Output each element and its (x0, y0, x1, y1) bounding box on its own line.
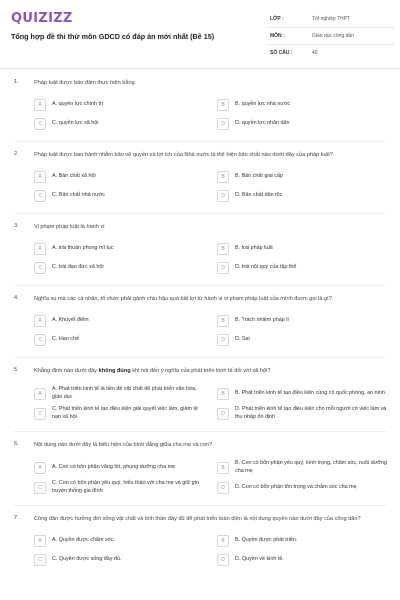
option-text: C. quyền lực xã hội (52, 120, 99, 127)
meta-value: Tốt nghiệp THPT (312, 16, 350, 22)
meta-value: Giáo dục công dân (312, 33, 354, 39)
option-text: B. quyền lực nhà nước (235, 101, 291, 108)
answer-options (34, 386, 390, 421)
option-text: A. Khuyết điểm (52, 317, 89, 324)
option-letter-box: D (217, 482, 229, 494)
answer-option[interactable] (34, 553, 207, 567)
option-letter-box: A (34, 99, 46, 111)
option-text: B. trái pháp luật (235, 245, 273, 252)
question-list (0, 78, 400, 567)
option-letter-box: A (34, 462, 46, 474)
question-divider (14, 505, 386, 506)
question-text: Vi phạm pháp luật là hành vi (34, 224, 105, 230)
meta-row-count (268, 45, 394, 61)
answer-option[interactable] (34, 314, 207, 328)
question-block (0, 366, 400, 421)
question-number: 5. (14, 367, 19, 373)
answer-options (34, 98, 390, 131)
answer-option[interactable] (34, 98, 207, 112)
question-text: Pháp luật được ban hành nhằm bảo vệ quyền và lợi ích của Nhà nước là thể hiện bản chất nào dưới đây của pháp luật? (34, 152, 333, 158)
answer-option[interactable] (217, 117, 390, 131)
question-divider (14, 213, 386, 214)
option-letter-box: A (34, 243, 46, 255)
option-text: C. Con có bổn phận yêu quý, hiếu thảo với cha mẹ và giữ gìn truyền thống gia đình (52, 480, 200, 494)
question-divider (14, 285, 386, 286)
option-letter-box: C (34, 334, 46, 346)
answer-option[interactable] (217, 242, 390, 256)
option-letter-box: D (217, 408, 229, 420)
option-letter-box: C (34, 482, 46, 494)
question-number: 2. (14, 151, 19, 157)
question-block (0, 514, 400, 567)
option-text: D. Sai (235, 336, 250, 343)
question-number: 1. (14, 79, 19, 85)
question-divider (14, 431, 386, 432)
option-letter-box: B (217, 315, 229, 327)
question-text (34, 366, 390, 375)
question-header (14, 440, 390, 454)
option-letter-box: C (34, 554, 46, 566)
question-block (0, 222, 400, 275)
option-letter-box: A (34, 388, 46, 400)
option-letter-box: D (217, 334, 229, 346)
answer-option[interactable] (34, 406, 207, 421)
question-header (14, 514, 390, 528)
option-text: B. Phát triển kinh tế tạo điều kiện củng cố quốc phòng, an ninh (235, 389, 385, 396)
question-header (14, 222, 390, 236)
answer-option[interactable] (217, 534, 390, 548)
option-text: D. quyền lực nhân dân (235, 120, 290, 127)
option-text: D. trái nội quy của tập thể (235, 264, 297, 271)
option-letter-box: D (217, 262, 229, 274)
answer-option[interactable] (217, 480, 390, 495)
answer-option[interactable] (217, 553, 390, 567)
option-letter-box: B (217, 99, 229, 111)
question-divider (14, 357, 386, 358)
option-letter-box: B (217, 243, 229, 255)
option-text: B. Quyền được phát triển. (235, 537, 298, 544)
answer-option[interactable] (34, 170, 207, 184)
option-text: B. Trách nhiệm pháp lí (235, 317, 289, 324)
answer-option[interactable] (34, 261, 207, 275)
option-letter-box: C (34, 262, 46, 274)
option-text: D. Quyền về kinh tế. (235, 556, 284, 563)
page-header (0, 0, 400, 64)
option-text: B. Bản chất giai cấp (235, 173, 283, 180)
question-divider (14, 141, 386, 142)
option-letter-box: C (34, 408, 46, 420)
option-letter-box: D (217, 554, 229, 566)
option-text: C. Quyền được sống đầy đủ. (52, 556, 122, 563)
meta-label: MÔN : (270, 33, 285, 39)
question-block (0, 150, 400, 203)
question-text: Nội dung nào dưới đây là biểu hiện của bình đẳng giữa cha mẹ và con? (34, 442, 213, 448)
question-number: 6. (14, 441, 19, 447)
question-header (14, 150, 390, 164)
option-text: A. trái thuần phong mĩ tục (52, 245, 114, 252)
question-block (0, 78, 400, 131)
question-text: Công dân được hưởng đời sống vật chất và tinh thần đầy đủ để phát triển toàn diện là nội dung quyền nào dưới đây của công dân? (34, 516, 361, 522)
answer-option[interactable] (34, 117, 207, 131)
answer-option[interactable] (34, 242, 207, 256)
answer-option[interactable] (217, 189, 390, 203)
question-text: Pháp luật được bảo đảm thực hiện bằng (34, 80, 135, 86)
option-text: C. Hạn chế (52, 336, 79, 343)
option-letter-box: B (217, 171, 229, 183)
option-text: D. Bản chất dân tộc (235, 192, 283, 199)
option-letter-box: B (217, 535, 229, 547)
question-block (0, 294, 400, 347)
option-text: A. Phát triển kinh tế là tiền đề vật chất để phát triển văn hóa, giáo dục (52, 386, 197, 400)
answer-options (34, 460, 390, 495)
quizizz-logo: QUIZIZZ (11, 11, 73, 26)
option-text: A. Quyền được chăm sóc. (52, 537, 115, 544)
answer-option[interactable] (34, 333, 207, 347)
option-text: C. Bản chất nhà nước (52, 192, 105, 199)
question-number: 4. (14, 295, 19, 301)
meta-label: LỚP : (270, 16, 284, 22)
answer-option[interactable] (217, 333, 390, 347)
option-text: A. quyền lực chính trị (52, 101, 103, 108)
question-number: 7. (14, 515, 19, 521)
question-number: 3. (14, 223, 19, 229)
option-text: D. Phát triển kinh tế tạo điều kiện cho mỗi người có việc làm và thu nhập ổn định (235, 406, 387, 420)
question-text-emphasis: không đúng (98, 368, 131, 374)
option-text: B. Con có bổn phận yêu quý, kính trọng, chăm sóc, nuôi dưỡng cha mẹ (235, 460, 387, 474)
question-text: Nghĩa vụ mà các cá nhân, tổ chức phải gánh chịu hậu quả bất lợi từ hành vi vi phạm pháp luật của mình được gọi là gì? (34, 296, 332, 302)
meta-label: SỐ CÂU : (270, 50, 293, 56)
meta-table (268, 11, 394, 61)
option-letter-box: C (34, 190, 46, 202)
answer-options (34, 314, 390, 347)
answer-option[interactable] (217, 98, 390, 112)
answer-option[interactable] (34, 460, 207, 475)
page-title: Tổng hợp đề thi thử môn GDCD có đáp án mới nhất (Đề 15) (11, 32, 215, 41)
question-header (14, 366, 390, 380)
option-text: C. trái đạo đức xã hội (52, 264, 104, 271)
option-letter-box: D (217, 190, 229, 202)
option-letter-box: B (217, 462, 229, 474)
question-header (14, 78, 390, 92)
meta-row-class (268, 11, 394, 28)
option-letter-box: D (217, 118, 229, 130)
answer-option[interactable] (217, 314, 390, 328)
answer-option[interactable] (34, 534, 207, 548)
option-text: D. Con có bổn phận tôn trọng và chăm sóc cha mẹ (235, 483, 357, 490)
answer-option[interactable] (217, 406, 390, 421)
meta-value: 40 (312, 50, 318, 56)
option-text: A. Bản chất xã hội (52, 173, 96, 180)
option-text: C. Phát triển kinh tế tạo điều kiện giải quyết việc làm, giảm tệ nạn xã hội (52, 406, 198, 420)
answer-options (34, 534, 390, 567)
answer-option[interactable] (34, 480, 207, 495)
option-letter-box: C (34, 118, 46, 130)
answer-options (34, 170, 390, 203)
question-header (14, 294, 390, 308)
option-letter-box: A (34, 535, 46, 547)
question-text-part: khi nói đến ý nghĩa của phát triển kinh tế đối với xã hội? (130, 368, 271, 374)
question-block (0, 440, 400, 495)
option-letter-box: B (217, 388, 229, 400)
answer-options (34, 242, 390, 275)
answer-option[interactable] (217, 460, 390, 475)
meta-row-subject (268, 28, 394, 45)
header-divider (0, 68, 400, 69)
answer-option[interactable] (34, 189, 207, 203)
answer-option[interactable] (34, 386, 207, 401)
answer-option[interactable] (217, 261, 390, 275)
answer-option[interactable] (217, 386, 390, 401)
answer-option[interactable] (217, 170, 390, 184)
option-letter-box: A (34, 171, 46, 183)
question-text-part: Khẳng định nào dưới đây (34, 368, 99, 374)
option-letter-box: A (34, 315, 46, 327)
option-text: A. Con có bổn phận vâng lời, phụng dưỡng cha mẹ (52, 463, 176, 470)
